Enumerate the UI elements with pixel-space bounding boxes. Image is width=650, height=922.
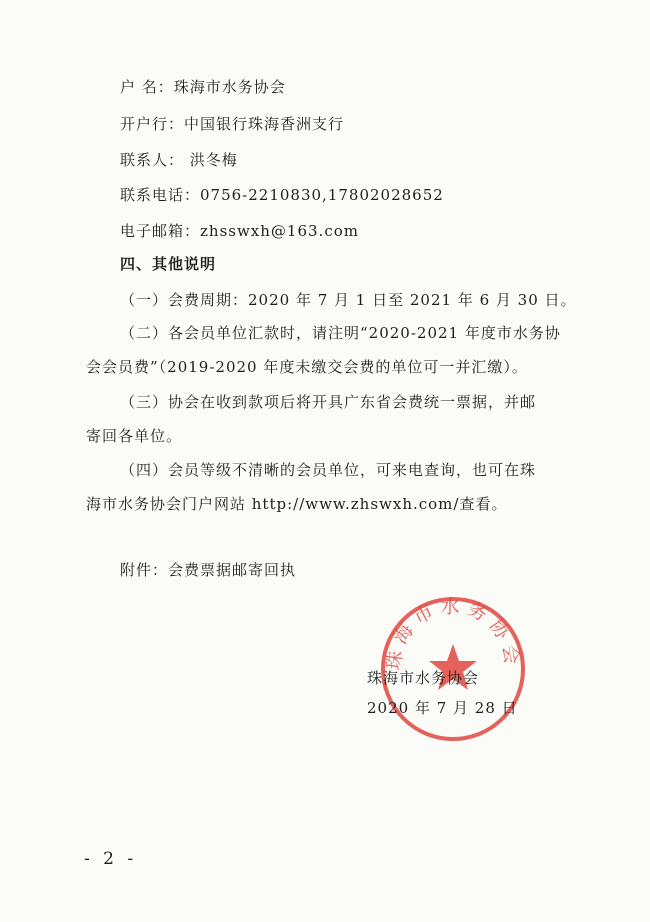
page-number: - 2 - xyxy=(84,849,138,869)
phone-line: 联系电话：0756-2210830,17802028652 xyxy=(120,186,444,204)
seal-text: 珠海市水务协会 xyxy=(382,595,524,672)
email-line: 电子邮箱：zhsswxh@163.com xyxy=(120,222,359,240)
item4-line1: （四）会员等级不清晰的会员单位，可来电查询，也可在珠 xyxy=(120,461,537,479)
contact-line: 联系人： 洪冬梅 xyxy=(120,151,238,169)
section-heading: 四、其他说明 xyxy=(120,255,217,273)
item3-line1: （三）协会在收到款项后将开具广东省会费统一票据，并邮 xyxy=(120,393,537,411)
item2-line1: （二）各会员单位汇款时，请注明“2020-2021 年度市水务协 xyxy=(120,324,561,342)
item3-line2: 寄回各单位。 xyxy=(86,427,183,445)
attachment-line: 附件：会费票据邮寄回执 xyxy=(120,561,297,579)
signature-date: 2020 年 7 月 28 日 xyxy=(367,699,518,717)
bank-line: 开户行：中国银行珠海香洲支行 xyxy=(120,115,345,133)
item4-line2: 海市水务协会门户网站 http://www.zhswxh.com/查看。 xyxy=(86,495,508,513)
item2-line2: 会会员费”（2019-2020 年度未缴交会费的单位可一并汇缴）。 xyxy=(86,358,528,376)
signature-org: 珠海市水务协会 xyxy=(367,669,480,687)
item1-line: （一）会费周期：2020 年 7 月 1 日至 2021 年 6 月 30 日。 xyxy=(120,291,577,309)
account-name-line: 户 名：珠海市水务协会 xyxy=(120,78,286,96)
